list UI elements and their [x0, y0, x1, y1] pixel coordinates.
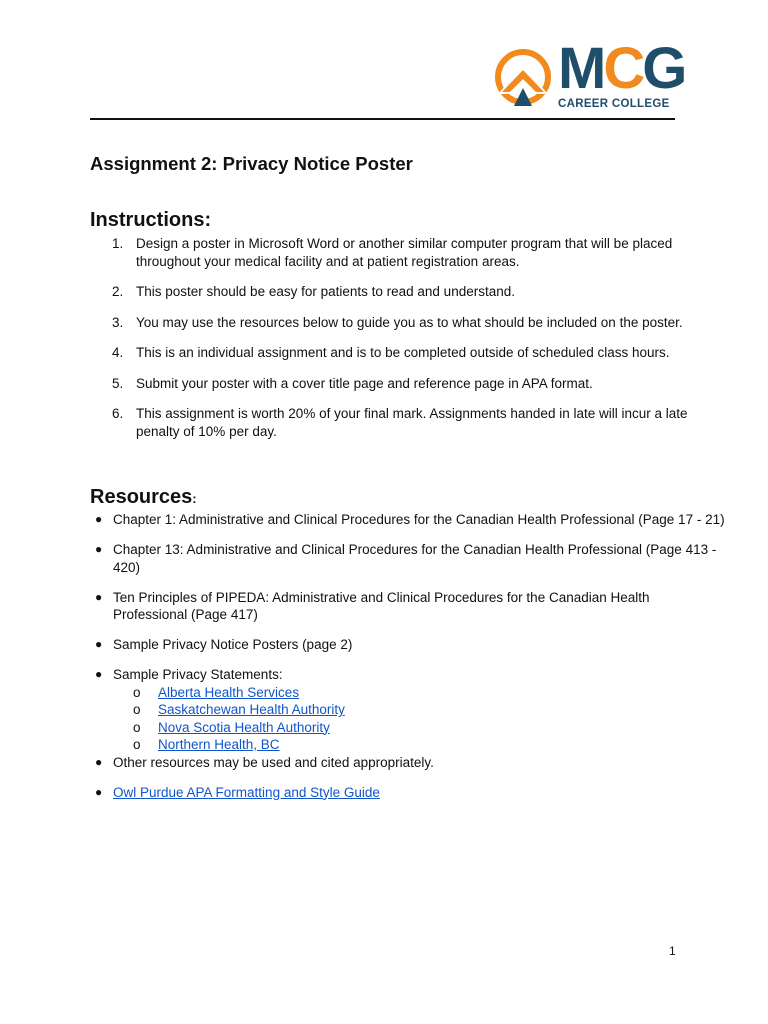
page-title: Assignment 2: Privacy Notice Poster [90, 153, 413, 174]
sample-statements-list [113, 684, 726, 754]
mcg-logo [492, 36, 685, 116]
sub-bullet-icon: o [133, 702, 141, 717]
list-item [113, 684, 726, 702]
bullet-icon: ● [95, 754, 103, 769]
list-item: ● Other resources may be used and cited appropriately. [95, 754, 434, 770]
list-item: ● Sample Privacy Notice Posters (page 2) [95, 637, 353, 652]
list-item [113, 736, 726, 754]
link-nova-scotia-health-authority[interactable]: Nova Scotia Health Authority [158, 719, 330, 735]
resources-heading: Resources: [90, 486, 197, 508]
list-item: 2. This poster should be easy for patients to read and understand. [112, 284, 515, 299]
header-rule [90, 118, 675, 120]
list-item [113, 719, 726, 737]
sub-bullet-icon: o [133, 737, 141, 752]
list-item [113, 701, 726, 719]
link-alberta-health-services[interactable]: Alberta Health Services [158, 684, 300, 700]
list-item: 5. Submit your poster with a cover title page and reference page in APA format. [112, 375, 593, 391]
logo-wordmark [558, 36, 685, 110]
link-northern-health-bc[interactable]: Northern Health, BC [158, 737, 280, 752]
bullet-icon: ● [95, 542, 103, 556]
list-item [90, 784, 726, 802]
link-saskatchewan-health-authority[interactable]: Saskatchewan Health Authority [158, 702, 345, 717]
logo-subtitle: CAREER COLLEGE [558, 98, 670, 110]
list-item: 3. You may use the resources below to guide you as to what should be included on the poster. [112, 314, 683, 330]
bullet-icon: ● [95, 784, 103, 799]
bullet-icon: ● [95, 637, 103, 651]
bullet-icon: ● [95, 667, 103, 681]
sub-bullet-icon: o [133, 684, 141, 700]
bullet-icon: ● [95, 512, 103, 526]
resources-list [90, 511, 726, 814]
bullet-icon: ● [95, 589, 103, 604]
list-item: ● Ten Principles of PIPEDA: Administrative and Clinical Procedures for the Canadian Health Professional (Page 417) [95, 589, 650, 622]
sub-bullet-icon: o [133, 719, 141, 735]
list-item: 1. Design a poster in Microsoft Word or another similar computer program that will be placed throughout your medical facility and at patient registration areas. [112, 236, 673, 269]
instructions-heading: Instructions: [90, 209, 212, 231]
list-item: ● Chapter 13: Administrative and Clinical Procedures for the Canadian Health Professional (Page 413 - 420) [95, 542, 717, 575]
instructions-list [110, 235, 700, 453]
mountain-emblem-icon [492, 46, 554, 112]
list-item-sample-statements: ● Sample Privacy Statements: o Alberta Health Services o Saskatchewan Health Authority o Nova Scotia Health Authority o Northern Health, BC [90, 666, 726, 754]
logo-letters: MCG [558, 36, 685, 101]
list-item: ● Chapter 1: Administrative and Clinical Procedures for the Canadian Health Professional (Page 17 - 21) [95, 512, 725, 527]
list-item: 4. This is an individual assignment and is to be completed outside of scheduled class hours. [112, 345, 670, 360]
link-owl-purdue-apa[interactable]: Owl Purdue APA Formatting and Style Guide [113, 784, 380, 800]
page-number: 1 [669, 944, 676, 958]
list-item: 6. This assignment is worth 20% of your final mark. Assignments handed in late will incur a late penalty of 10% per day. [112, 406, 688, 439]
